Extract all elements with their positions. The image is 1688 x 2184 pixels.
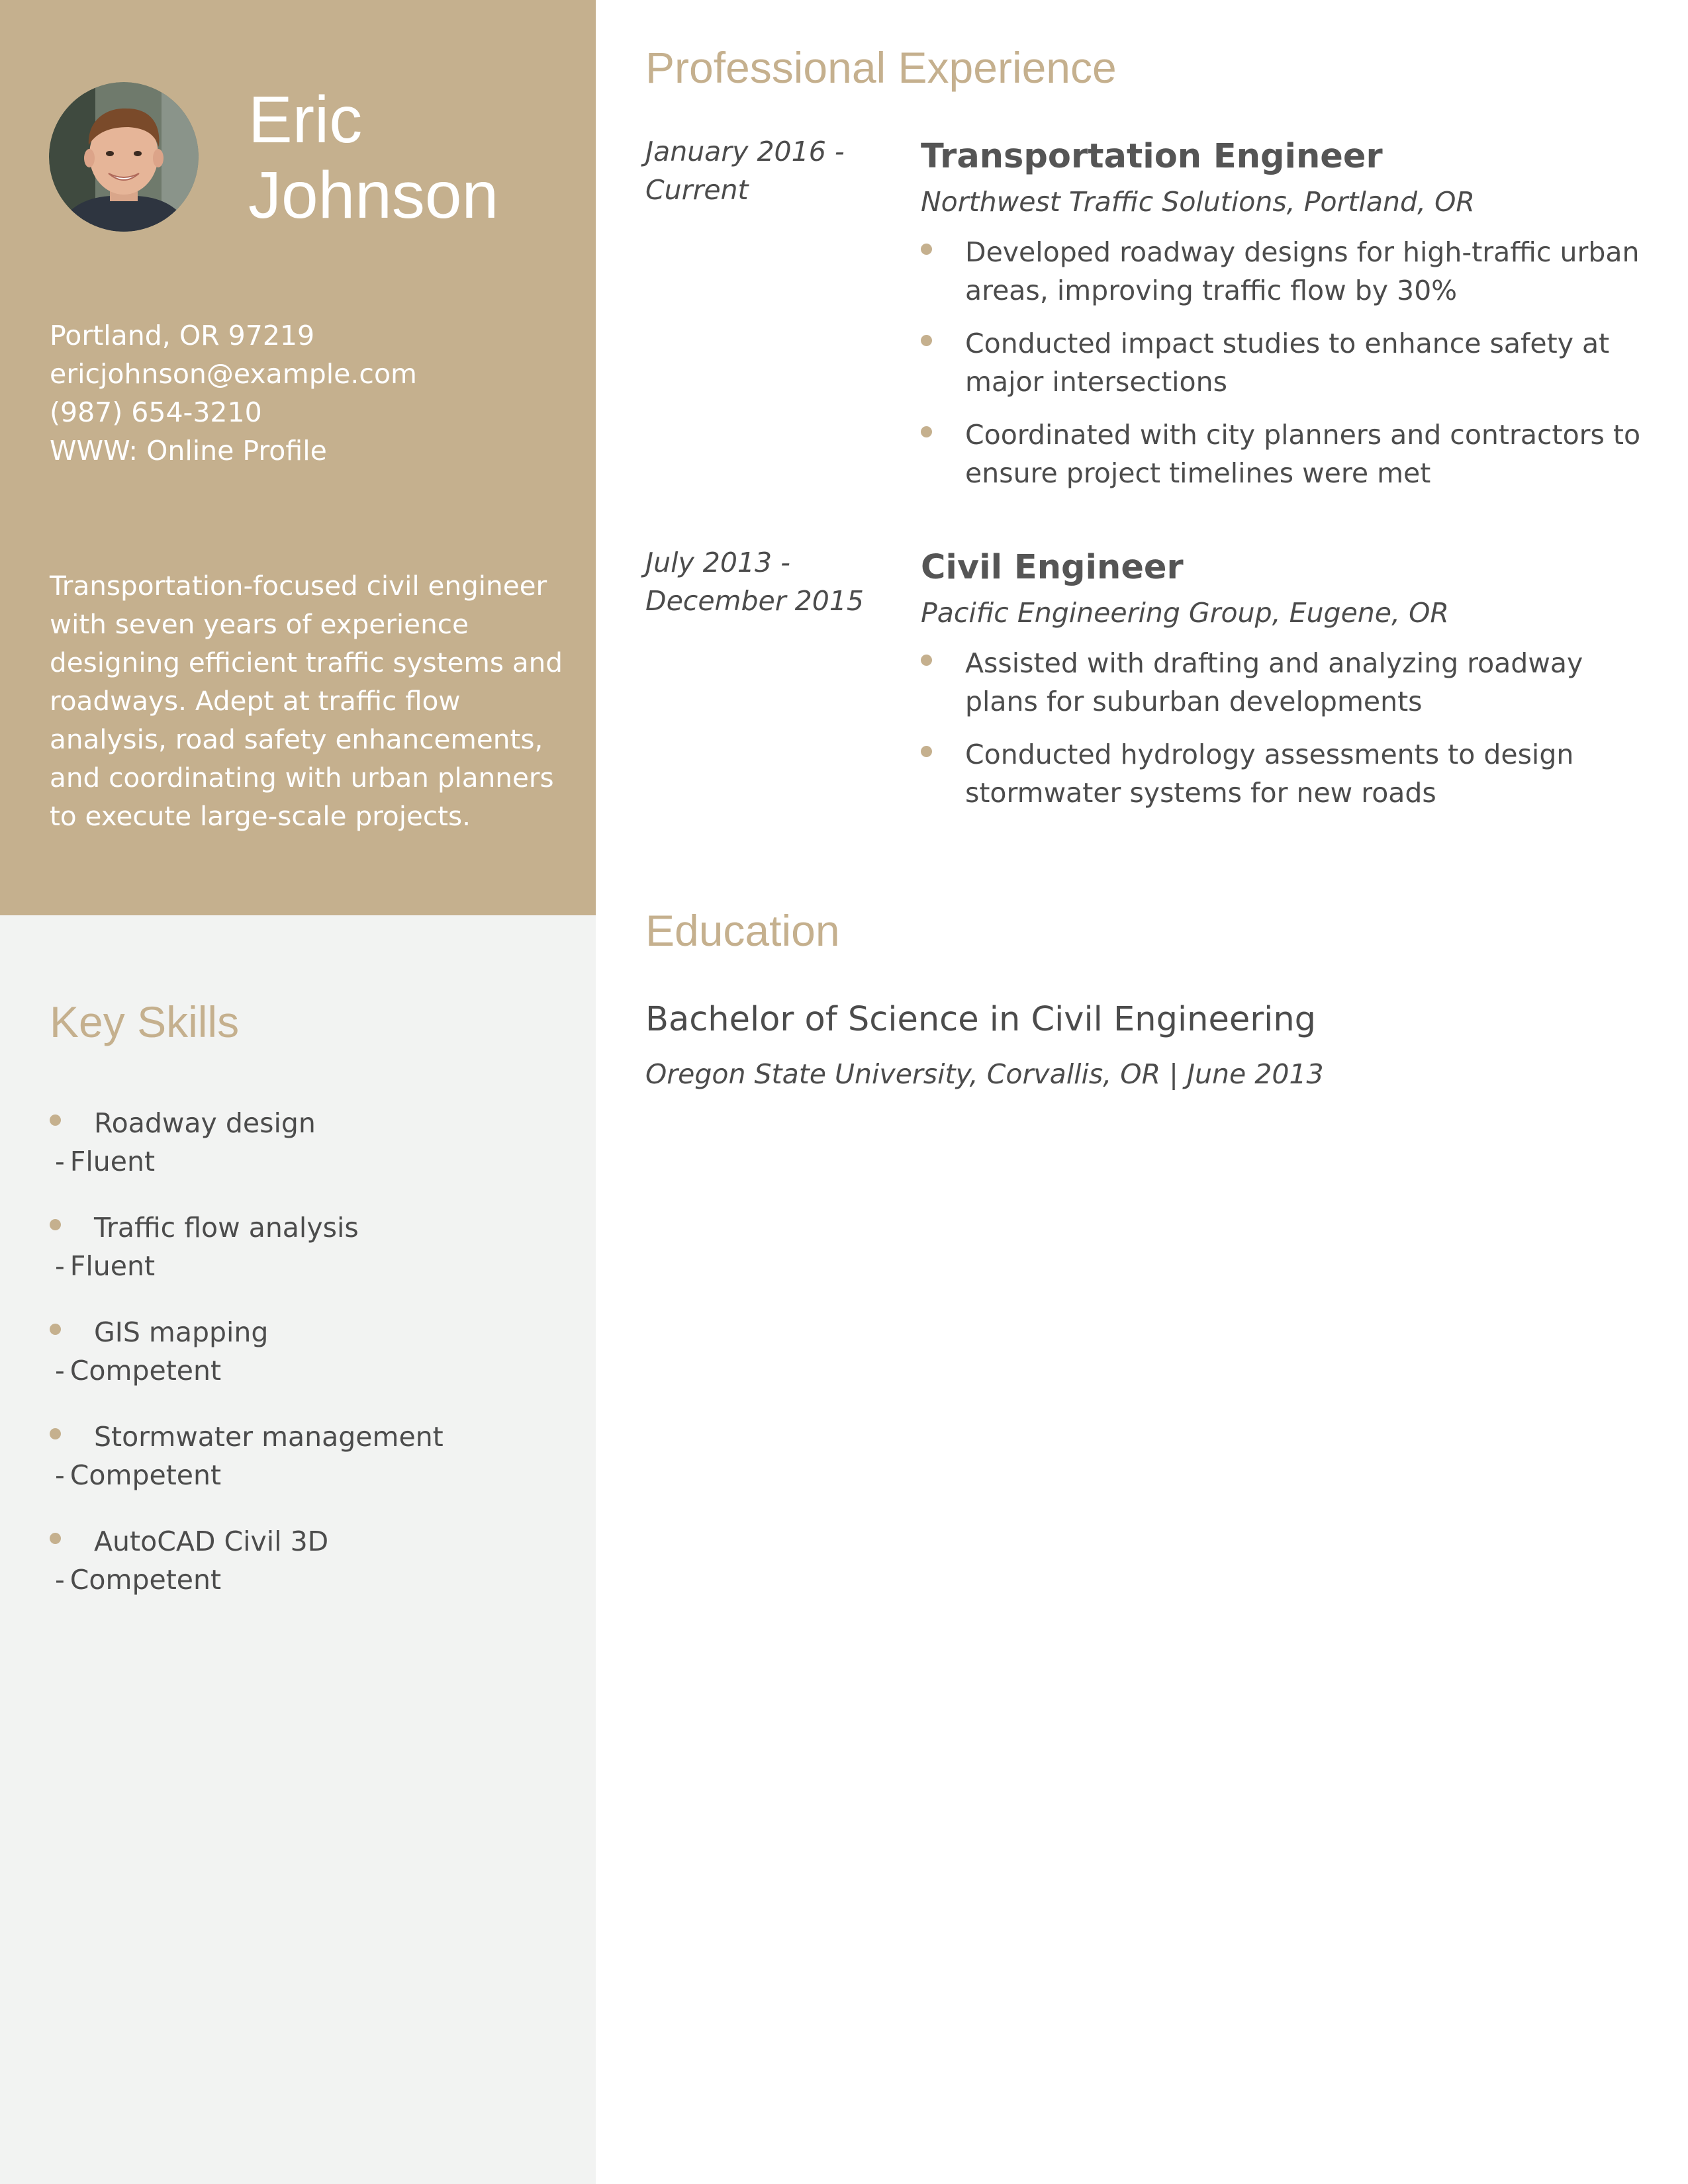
skill-name: Traffic flow analysis <box>94 1212 359 1244</box>
experience-heading: Professional Experience <box>645 43 1117 92</box>
list-item: Coordinated with city planners and contractors to ensure project timelines were met <box>921 416 1649 492</box>
phone[interactable]: (987) 654-3210 <box>50 396 262 428</box>
email[interactable]: ericjohnson@example.com <box>50 358 417 390</box>
professional-summary: Transportation-focused civil engineer with seven years of experience designing efficient traffic systems and roadways. Adept at traffic flow analysis, road safety enhancements, and coordinating with urban planners to execute large-scale projects. <box>50 570 563 832</box>
list-item: Conducted impact studies to enhance safety at major intersections <box>921 324 1649 401</box>
address: Portland, OR 97219 <box>50 320 315 351</box>
job-company: Northwest Traffic Solutions, Portland, OR <box>921 186 1475 218</box>
job-dates: January 2016 - Current <box>645 136 845 206</box>
website-link[interactable]: WWW: Online Profile <box>50 435 327 467</box>
contact-info <box>50 316 417 470</box>
skill-level: - Competent <box>55 1355 222 1387</box>
job-title: Transportation Engineer <box>921 137 1383 176</box>
education-heading: Education <box>645 906 840 955</box>
skill-item <box>50 1313 579 1418</box>
skill-item <box>50 1104 579 1208</box>
avatar <box>49 82 199 232</box>
job-dates: July 2013 - December 2015 <box>645 547 864 617</box>
job-bullets <box>921 644 1649 812</box>
profile-photo-icon <box>49 82 199 232</box>
bullet-icon <box>50 1324 61 1335</box>
bullet-icon <box>50 1115 61 1126</box>
skill-level: - Competent <box>55 1459 222 1491</box>
candidate-name <box>248 82 579 233</box>
skill-item <box>50 1522 579 1627</box>
skill-level: - Competent <box>55 1564 222 1596</box>
bullet-icon <box>921 426 932 437</box>
list-item: Developed roadway designs for high-traffic urban areas, improving traffic flow by 30% <box>921 233 1649 310</box>
skill-level: - Fluent <box>55 1250 156 1282</box>
job-bullets <box>921 233 1649 492</box>
sidebar <box>0 0 596 2184</box>
bullet-icon <box>50 1219 61 1230</box>
skill-item <box>50 1418 579 1522</box>
list-item: Conducted hydrology assessments to design stormwater systems for new roads <box>921 735 1649 812</box>
bullet-icon <box>921 335 932 346</box>
skills-heading: Key Skills <box>50 997 240 1046</box>
job-details <box>921 543 1649 827</box>
job-details <box>921 132 1649 507</box>
bullet-icon <box>50 1533 61 1544</box>
first-name: Eric <box>248 83 363 157</box>
skill-name: AutoCAD Civil 3D <box>94 1525 329 1557</box>
bullet-icon <box>921 244 932 255</box>
skill-name: GIS mapping <box>94 1316 269 1348</box>
skill-name: Stormwater management <box>94 1421 444 1453</box>
skills-list <box>50 1104 579 1627</box>
skill-name: Roadway design <box>94 1107 316 1139</box>
job-title: Civil Engineer <box>921 548 1184 587</box>
bullet-icon <box>921 655 932 666</box>
degree: Bachelor of Science in Civil Engineering <box>645 1000 1317 1039</box>
skill-item <box>50 1208 579 1313</box>
bullet-icon <box>50 1428 61 1439</box>
school: Oregon State University, Corvallis, OR | June 2013 <box>645 1058 1324 1090</box>
sidebar-header <box>0 0 596 915</box>
skill-level: - Fluent <box>55 1146 156 1177</box>
bullet-icon <box>921 746 932 757</box>
last-name: Johnson <box>248 158 499 232</box>
job-company: Pacific Engineering Group, Eugene, OR <box>921 597 1449 629</box>
list-item: Assisted with drafting and analyzing roadway plans for suburban developments <box>921 644 1649 721</box>
